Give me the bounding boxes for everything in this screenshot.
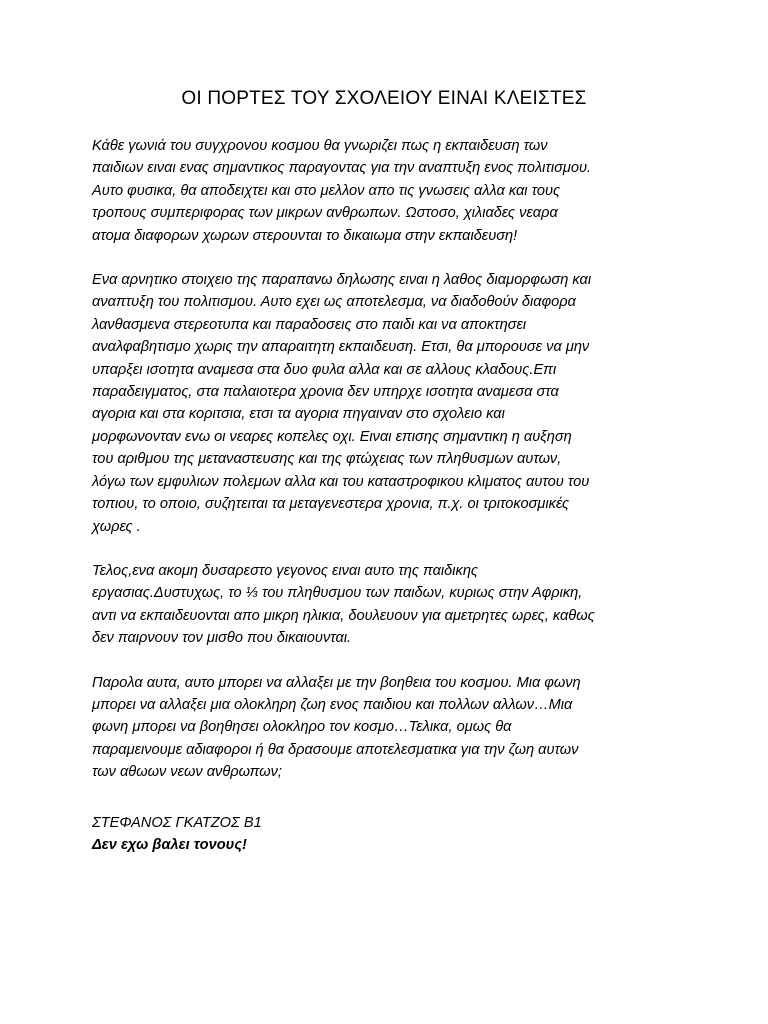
text-line: αντι να εκπαιδευονται απο μικρη ηλικια, δουλευουν για αμετρητες ωρες, καθως	[92, 607, 595, 624]
text-line: δεν παιρνουν τον μισθο που δικαιουνται.	[92, 630, 352, 647]
text-line: Παρολα αυτα, αυτο μπορει να αλλαξει με την βοηθεια του κοσμου. Μια φωνη	[92, 674, 581, 691]
text-line: παιδιων ειναι ενας σημαντικος παραγοντας για την αναπτυξη ενος πολιτισμου.	[92, 160, 592, 177]
text-line: μπορει να αλλαξει μια ολοκληρη ζωη ενος παιδιου και πολλων αλλων…Μια	[92, 696, 573, 713]
text-line: αγορια και στα κοριτσια, ετσι τα αγορια πηγαιναν στο σχολειο και	[92, 406, 505, 423]
text-line: Αυτο φυσικα, θα αποδειχτει και στο μελλον απο τις γνωσεις αλλα και τους	[92, 182, 561, 199]
text-line: Ενα αρνητικο στοιχειο της παραπανω δηλωσης ειναι η λαθος διαμορφωση και	[92, 272, 592, 289]
text-line: ατομα διαφορων χωρων στερουνται το δικαιωμα στην εκπαιδευση!	[92, 227, 518, 244]
paragraph-2	[92, 269, 682, 538]
text-line: παραδειγματος, στα παλαιοτερα χρονια δεν υπηρχε ισοτητα αναμεσα στα	[92, 384, 559, 401]
paragraph-1	[92, 135, 682, 247]
text-line: χωρες .	[92, 518, 141, 535]
text-line: αναπτυξη του πολιτισμου. Αυτο εχει ως αποτελεσμα, να διαδοθούν διαφορα	[92, 294, 576, 311]
text-line: Τελος,ενα ακομη δυσαρεστο γεγονος ειναι αυτο της παιδικης	[92, 562, 479, 579]
text-line: λανθασμενα στερεοτυπα και παραδοσεις στο παιδι και να αποκτησει	[92, 316, 527, 333]
author-note: Δεν εχω βαλει τονους!	[92, 837, 247, 853]
text-line: Κάθε γωνιά του συγχρονου κοσμου θα γνωριζει πως η εκπαιδευση των	[92, 138, 548, 154]
text-line: των αθωων νεων ανθρωπων;	[92, 764, 282, 781]
paragraph-3	[92, 560, 682, 650]
text-line: υπαρξει ισοτητα αναμεσα στα δυο φυλα αλλα και σε αλλους κλαδους.Επι	[92, 361, 557, 378]
text-line: παραμεινουμε αδιαφοροι ή θα δρασουμε αποτελεσματικα για την ζωη αυτων	[92, 741, 579, 758]
text-line: αναλφαβητισμο χωρις την απαραιτητη εκπαιδευση. Ετσι, θα μπορουσε να μην	[92, 339, 590, 356]
text-line: του αριθμου της μεταναστευσης και της φτώχειας των πληθυσμων αυτων,	[92, 451, 562, 468]
text-line: μορφωνονταν ενω οι νεαρες κοπελες οχι. Ειναι επισης σημαντικη η αυξηση	[92, 428, 572, 445]
signature-block	[92, 812, 682, 856]
paragraph-4	[92, 672, 682, 784]
text-line: λόγω των εμφυλιων πολεμων αλλα και του καταστροφικου κλιματος αυτου του	[92, 473, 590, 490]
text-line: εργασιας.Δυστυχως, το ⅓ του πληθυσμου των παιδων, κυριως στην Αφρικη,	[92, 585, 583, 602]
document-title: ΟΙ ΠΟΡΤΕΣ ΤΟΥ ΣΧΟΛΕΙΟΥ ΕΙΝΑΙ ΚΛΕΙΣΤΕΣ	[181, 88, 587, 109]
text-line: φωνη μπορει να βοηθησει ολοκληρο τον κοσμο…Τελικα, ομως θα	[92, 719, 512, 736]
text-line: τροπους συμπεριφορας των μικρων ανθρωπων. Ωστοσο, χιλιαδες νεαρα	[92, 205, 558, 222]
author-name: ΣΤΕΦΑΝΟΣ ΓΚΑΤΖΟΣ Β1	[92, 815, 262, 831]
text-line: τοπιου, το οποιο, συζητειται τα μεταγενεστερα χρονια, π.χ. οι τριτοκοσμικές	[92, 496, 570, 513]
document-body	[92, 135, 682, 806]
